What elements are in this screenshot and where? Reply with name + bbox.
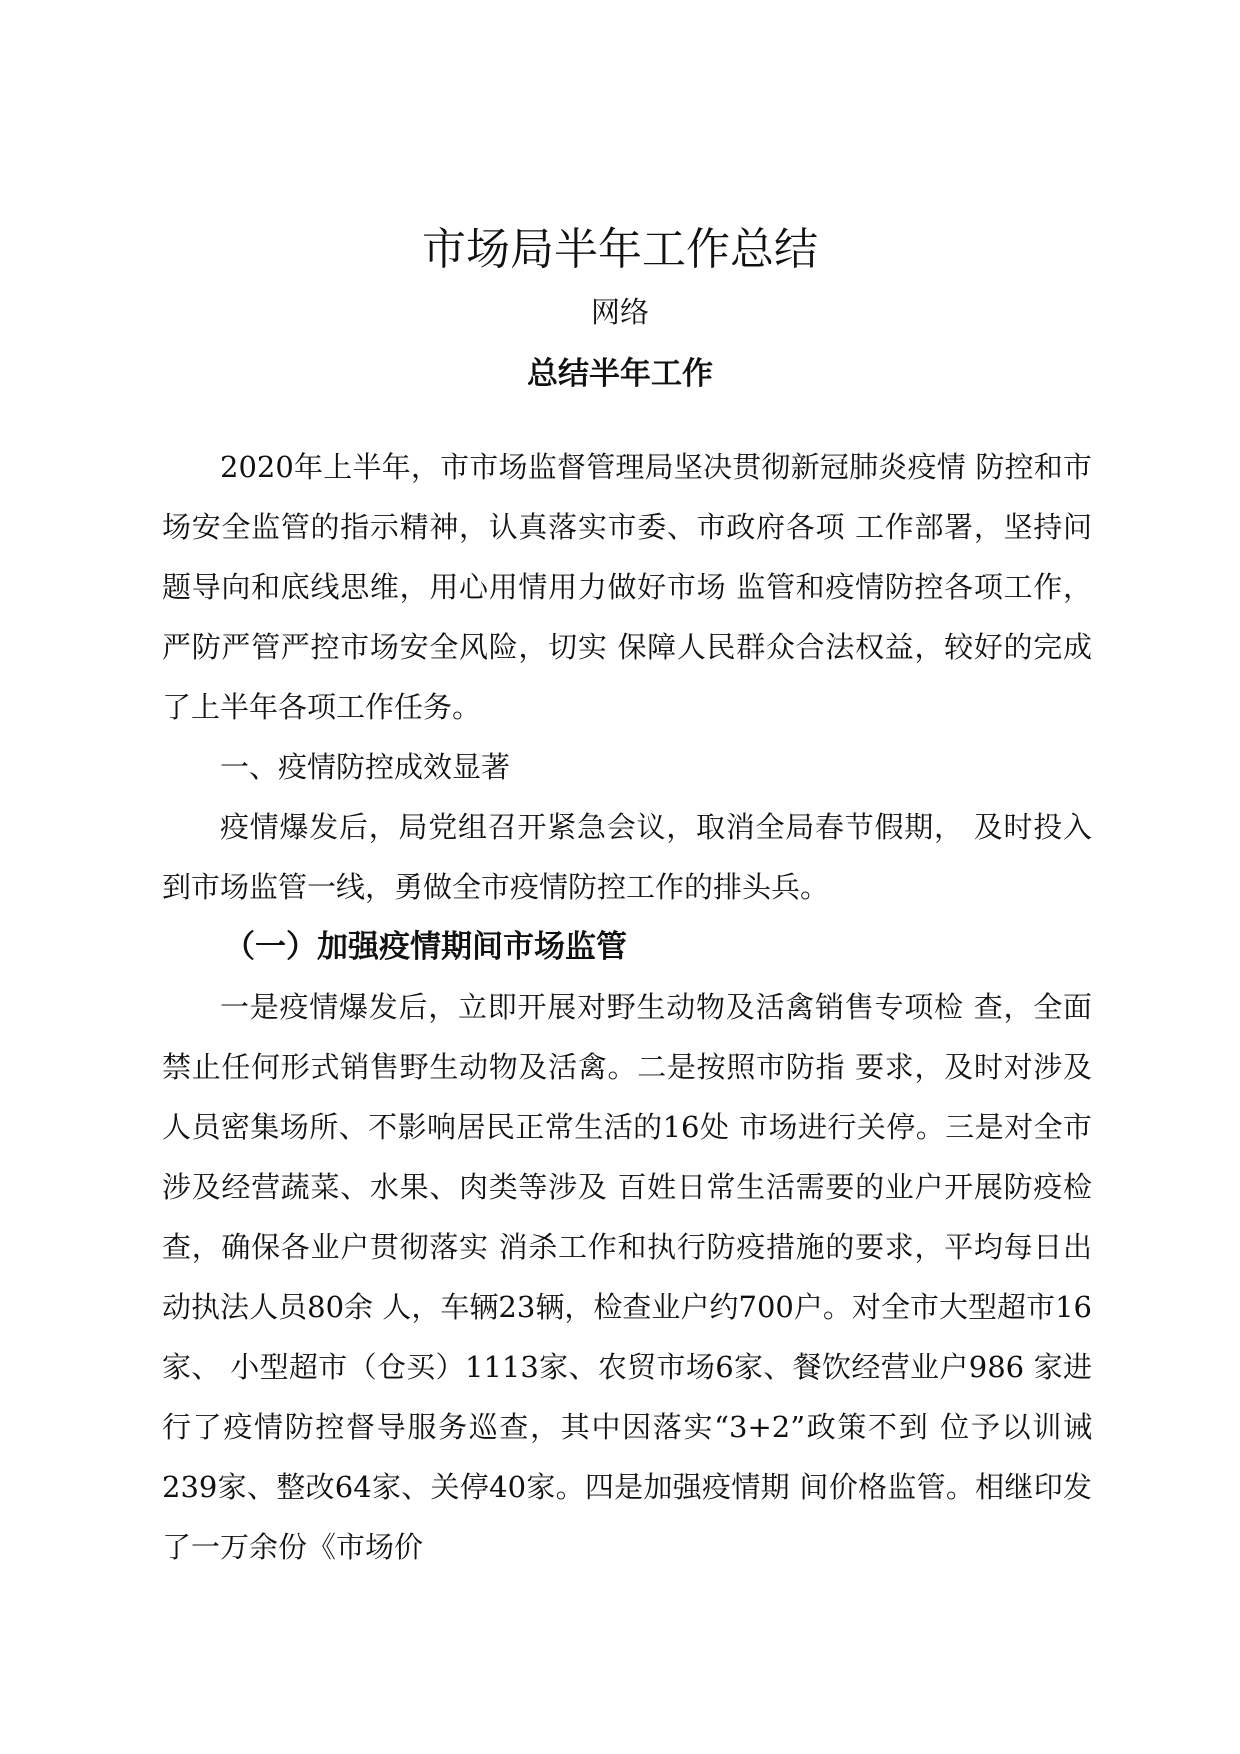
document-body — [162, 437, 1092, 1577]
section-heading-1: 一、疫情防控成效显著 — [220, 750, 511, 784]
document-source: 网络 — [590, 295, 649, 329]
document-title: 市场局半年工作总结 — [422, 224, 818, 275]
paragraph-epidemic-response: 疫情爆发后，局党组召开紧急会议，取消全局春节假期， 及时投入到市场监管一线，勇做全市疫情防控工作的排头兵。 — [162, 810, 1092, 904]
paragraph-intro: 2020年上半年，市市场监督管理局坚决贯彻新冠肺炎疫情 防控和市场安全监管的指示精神，认真落实市委、市政府各项 工作部署，坚持问题导向和底线思维，用心用情用力做好市场 监管和疫情防控各项工作，严防严管严控市场安全风险，切实 保障人民群众合法权益，较好的完成了上半年各项工作任务。 — [162, 450, 1092, 724]
document-subtitle: 总结半年工作 — [527, 356, 713, 392]
paragraph-market-supervision: 一是疫情爆发后，立即开展对野生动物及活禽销售专项检 查，全面禁止任何形式销售野生动物及活禽。二是按照市防指 要求，及时对涉及人员密集场所、不影响居民正常生活的16处 市场进行关停。三是对全市涉及经营蔬菜、水果、肉类等涉及 百姓日常生活需要的业户开展防疫检查，确保各业户贯彻落实 消杀工作和执行防疫措施的要求，平均每日出动执法人员80余 人，车辆23辆，检查业户约700户。对全市大型超市16家、 小型超市（仓买）1113家、农贸市场6家、餐饮经营业户986 家进行了疫情防控督导服务巡查，其中因落实“3+2”政策不到 位予以训诫239家、整改64家、关停40家。四是加强疫情期 间价格监管。相继印发了一万余份《市场价 — [162, 990, 1092, 1564]
section-heading-1-1: （一）加强疫情期间市场监管 — [224, 929, 627, 965]
